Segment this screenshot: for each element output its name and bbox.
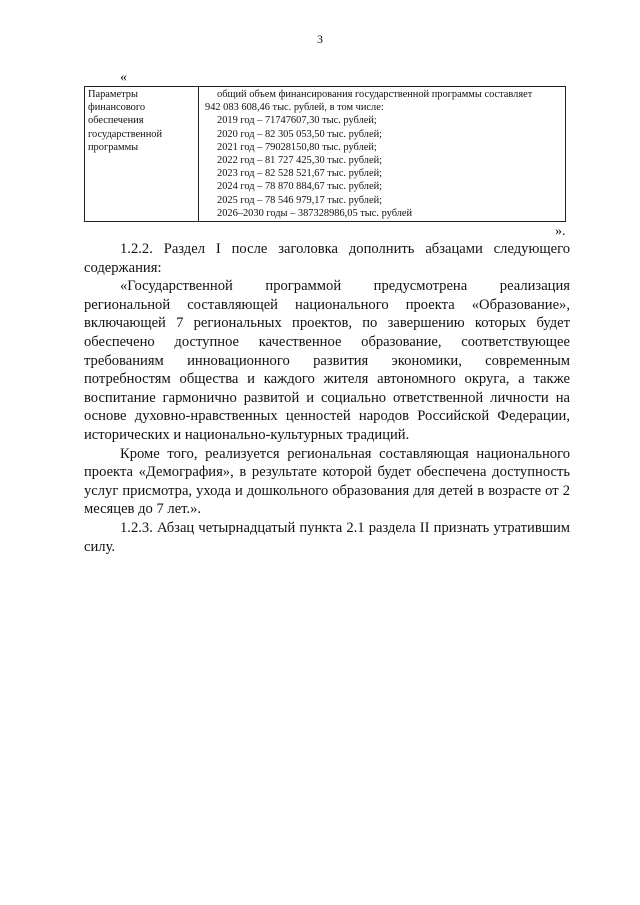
table-open-quote: « (120, 70, 127, 85)
financing-year-line: 2022 год – 81 727 425,30 тыс. рублей; (217, 155, 383, 167)
financing-total-line: общий объем финансирования государственной программы составляет (217, 89, 533, 100)
table-value-cell (199, 87, 565, 221)
financing-year-line: 2025 год – 78 546 979,17 тыс. рублей; (217, 194, 383, 206)
table-label-line: Параметры финансового (88, 89, 146, 114)
table-close-quote: ». (555, 224, 566, 239)
financing-year-line: 2019 год – 71747607,30 тыс. рублей; (217, 115, 377, 127)
table-label-line: программы (88, 141, 139, 153)
table-label-line: обеспечения (88, 115, 144, 127)
financing-year-line: 2021 год – 79028150,80 тыс. рублей; (217, 141, 377, 153)
document-body (84, 240, 570, 556)
financing-year-line: 2024 год – 78 870 884,67 тыс. рублей; (217, 181, 383, 193)
financing-year-line: 2020 год – 82 305 053,50 тыс. рублей; (217, 128, 383, 140)
financing-year-line: 2026–2030 годы – 387328986,05 тыс. рублей (217, 207, 413, 219)
financing-parameters-table (84, 86, 566, 222)
table-label-line: государственной (88, 128, 163, 140)
paragraph-demography-project: Кроме того, реализуется региональная составляющая национального проекта «Демография», в результате которой будет обеспечена доступность услуг присмотра, ухода и дошкольного образования для детей в возрасте от 2 месяцев до 7 лет.». (84, 445, 570, 518)
page-number: 3 (317, 32, 323, 46)
paragraph-1-2-3: 1.2.3. Абзац четырнадцатый пункта 2.1 раздела II признать утратившим силу. (84, 519, 570, 555)
financing-year-line: 2023 год – 82 528 521,67 тыс. рублей; (217, 168, 383, 180)
financing-total-amount: 942 083 608,46 тыс. рублей, в том числе: (205, 102, 384, 114)
paragraph-education-project: «Государственной программой предусмотрена реализация региональной составляющей национального проекта «Образование», включающей 7 региональных проектов, по завершению которых будет обеспечено доступное качественное образование, соответствующее требованиям инновационного развития экономики, современным потребностям общества и каждого жителя автономного округа, а также воспитание гармонично развитой и социально ответственной личности на основе духовно-нравственных ценностей народов Российской Федерации, исторических и национально-культурных традиций. (84, 278, 570, 443)
table-label-cell (85, 87, 199, 221)
paragraph-1-2-2: 1.2.2. Раздел I после заголовка дополнить абзацами следующего содержания: (84, 241, 570, 276)
